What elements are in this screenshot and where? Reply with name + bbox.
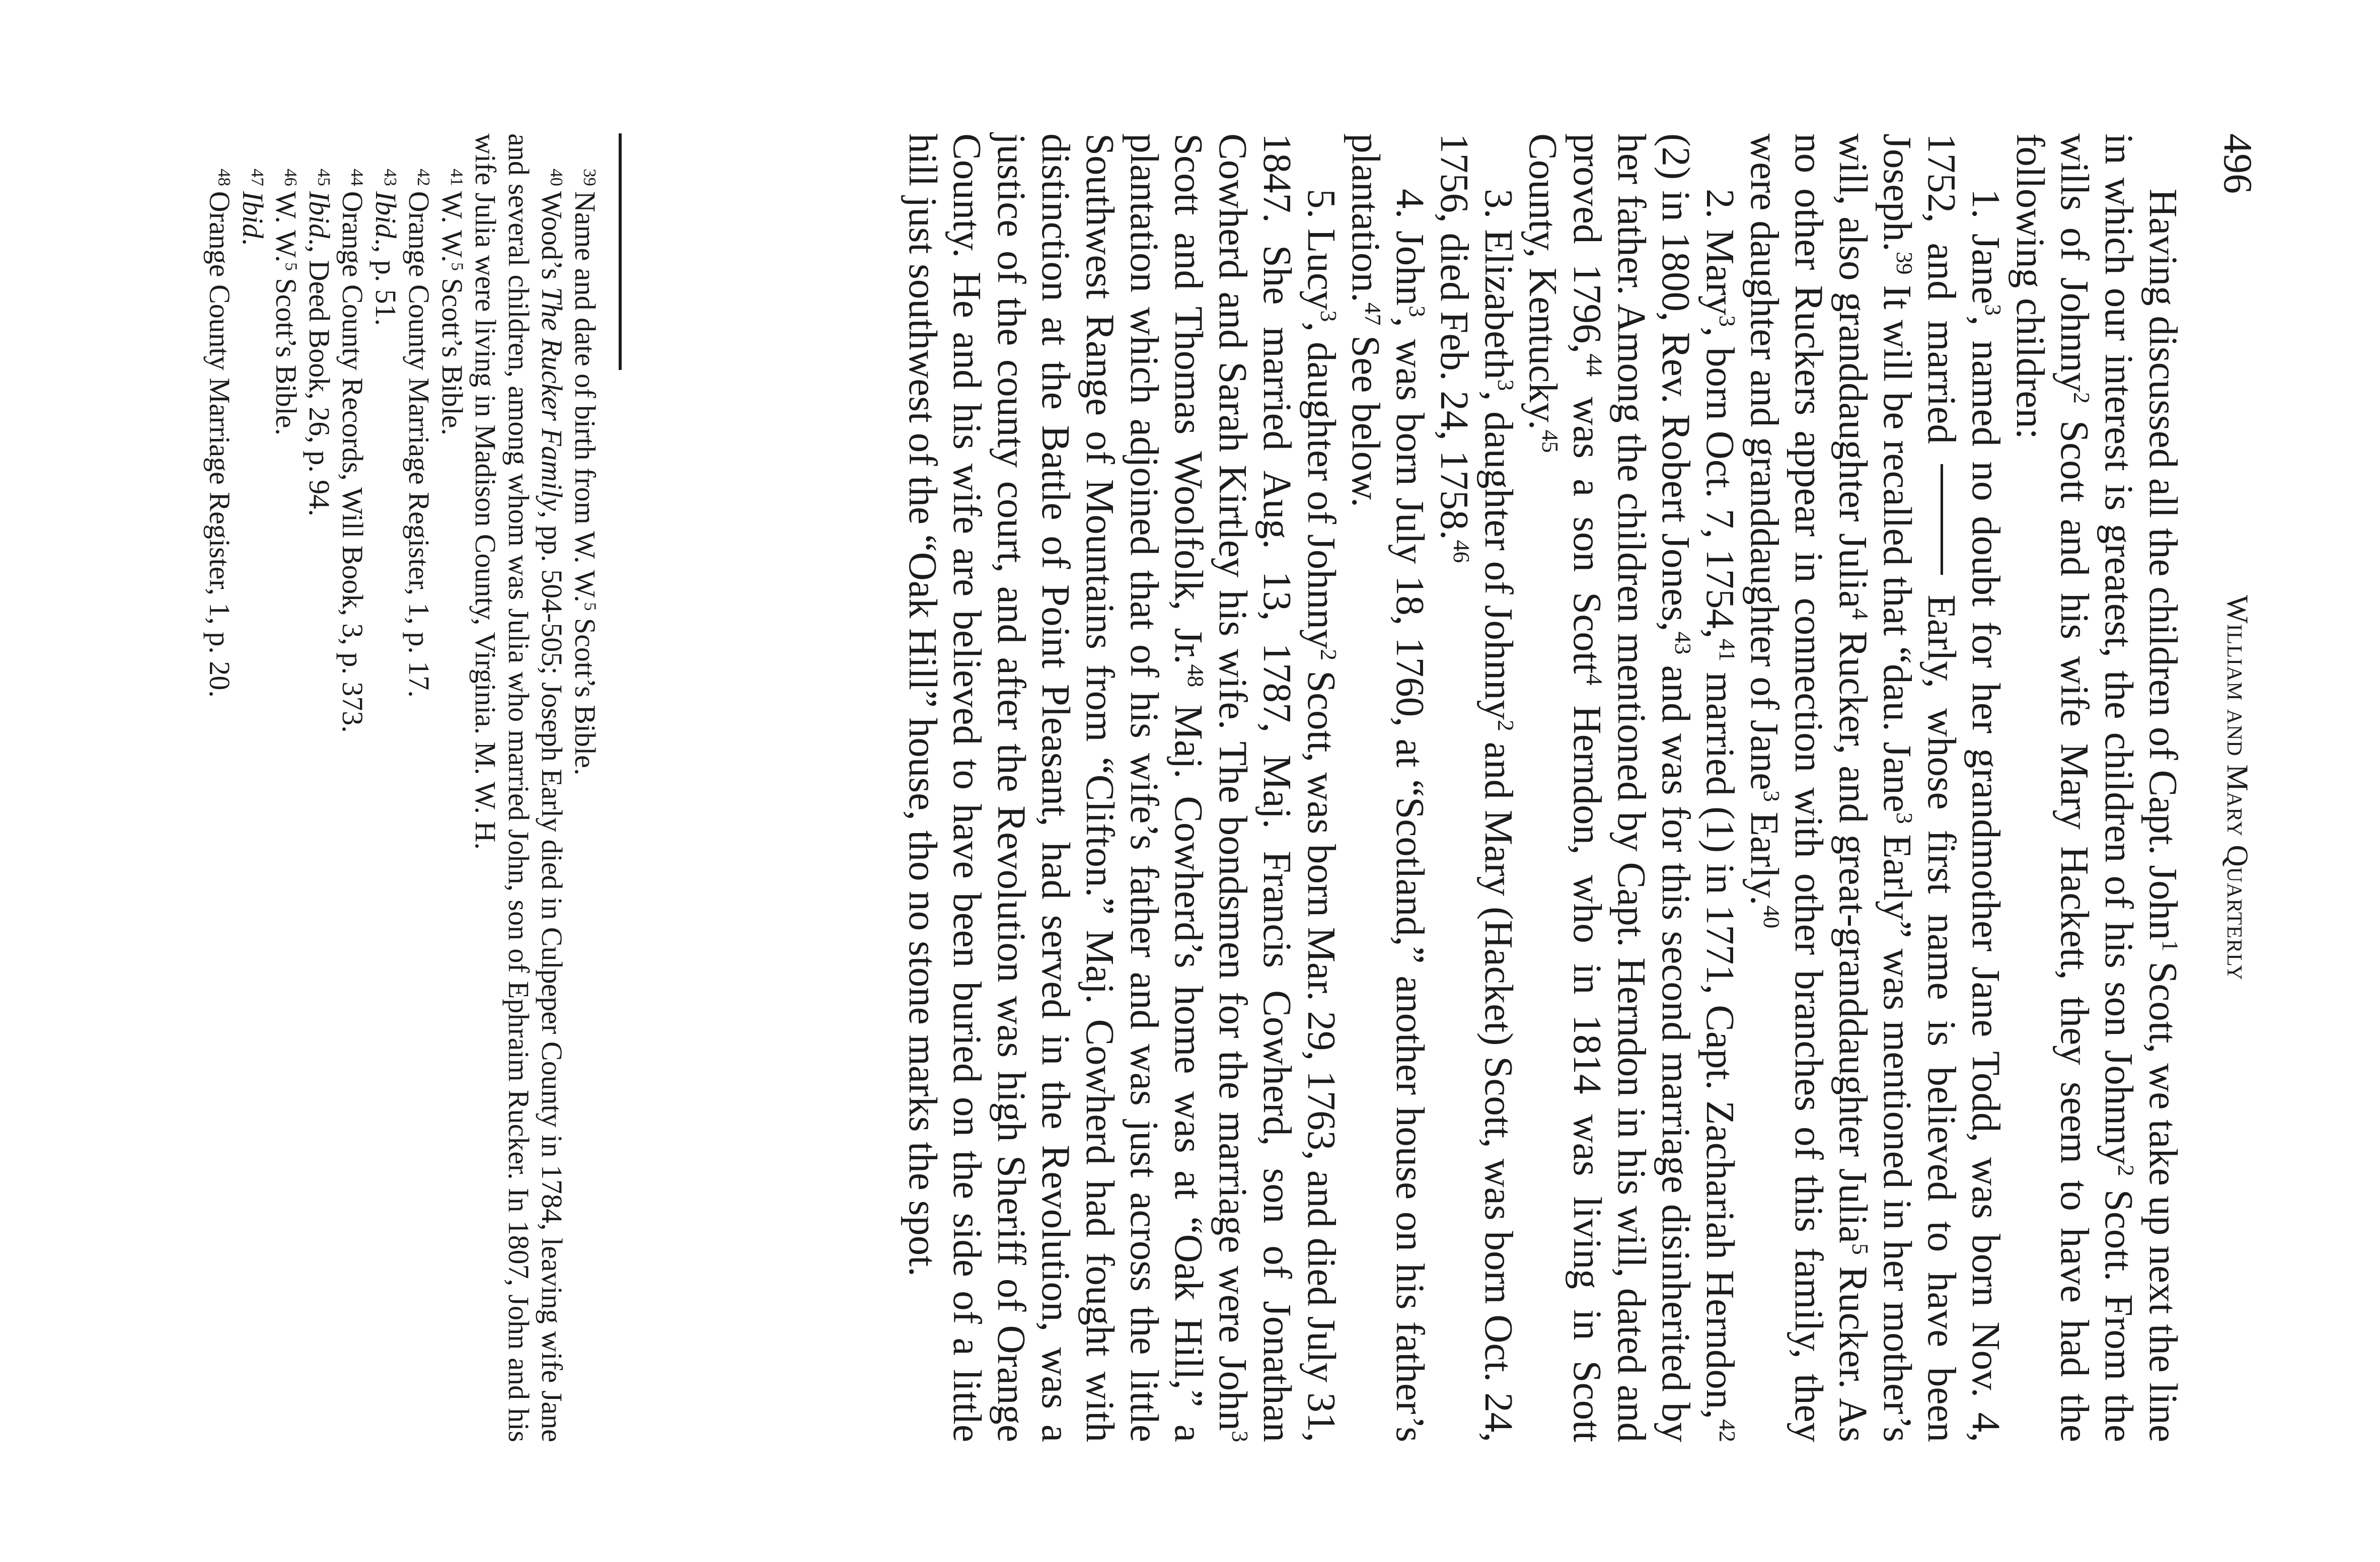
footnote-47: $^{47}$Ibid. [237,169,269,246]
footnote-ref: 40 [1759,905,1785,929]
footnote-44: $^{44}$Orange County Records, Will Book, 3, p. 373. [336,169,369,733]
footnote-ref: 44 [1582,353,1608,377]
rotated-page [96,133,2260,1442]
footnote-48: $^{48}$Orange County Marriage Register, 1, p. 20. [203,169,236,698]
footnote-ref: 39 [1892,251,1918,275]
paragraph-intro: Having discussed all the children of Capt. John$^1$ Scott, we take up next the line in which our interest is greatest, the children of his son Johnny$^2$ Scott. From the wills of Johnny$^2$ Scott and his wife Mary Hackett, they seem to have had the following children: [2008,133,2185,1443]
footnote-ref: 42 [1715,1419,1741,1442]
running-title: William and Mary Quarterly [2221,595,2254,981]
paragraph-john: 4. John$^3$, was born July 18, 1760, at “Scotland,” another house on his father’s plantation.$^{47}$ See below. [1344,133,1432,1442]
body-text [900,133,2185,1442]
footnote-ref: 47 [1360,302,1386,326]
paragraph-mary: 2. Mary$^3$, born Oct. 7, 1754,41 married (1) in 1771, Capt. Zachariah Herndon,$^{42}$ (2) in 1800, Rev. Robert Jones,$^{43}$ and was for this second marriage disinherited by her father. Among the children mentioned by Capt. Herndon in his will, dated and proved 1796,44 was a son Scott$^4$ Herndon, who in 1814 was living in Scott County, Kentucky.$^{45}$ [1521,133,1742,1442]
footnote-46: $^{46}$W. W.$^5$ Scott’s Bible. [270,169,303,435]
footnote-ref: 43 [1670,631,1696,655]
blank-name-line [1941,464,1943,575]
footnotes [203,133,602,1442]
footnote-45: $^{45}$Ibid., Deed Book, 26, p. 94. [303,169,336,516]
footnote-ref: 46 [1449,540,1475,563]
paragraph-lucy: 5. Lucy$^3$, daughter of Johnny$^2$ Scott, was born Mar. 29, 1763, and died July 31, 1847. She married Aug. 13, 1787, Maj. Francis Cowherd, son of Jonathan Cowherd and Sarah Kirtley his wife. The bondsmen for the marriage were John$^3$ Scott and Thomas Woolfolk, Jr.$^{48}$ Maj. Cowherd’s home was at “Oak Hill,” a plantation which adjoined that of his wife’s father and was just across the little Southwest Range of Mountains from “Clifton.” Maj. Cowherd had fought with distinction at the Battle of Point Pleasant, had served in the Revolution, was a justice of the county court, and after the Revolution was high Sheriff of Orange County. He and his wife are believed to have been buried on the side of a little hill just southwest of the “Oak Hill” house, tho no stone marks the spot. [901,133,1343,1442]
page-header [2215,133,2260,1442]
footnote-41: $^{41}$W. W.$^5$ Scott’s Bible. [436,169,469,435]
footnote-43: $^{43}$Ibid., p. 51. [369,169,402,326]
paragraph-jane: 1. Jane$^3$, named no doubt for her grandmother Jane Todd, was born Nov. 4, 1752, and married Early, whose first name is believed to have been Joseph.$^{39}$ It will be recalled that “dau. Jane$^3$ Early” was mentioned in her mother’s will, also granddaughter Julia$^4$ Rucker, and great-granddaughter Julia$^5$ Rucker. As no other Ruckers appear in connection with other branches of this family, they were daughter and granddaughter of Jane$^3$ Early.$^{40}$ [1742,133,2007,1443]
footnote-divider [619,133,622,370]
footnote-ref: 45 [1537,429,1564,453]
page-number: 496 [2215,133,2260,194]
footnote-39: $^{39}$Name and date of birth from W. W.$^5$ Scott’s Bible. [569,169,602,776]
footnote-ref: 48 [1183,664,1209,688]
footnote-ref: 41 [1715,638,1741,662]
footnote-42: $^{42}$Orange County Marriage Register, 1, p. 17. [403,169,435,698]
paragraph-elizabeth: 3. Elizabeth$^3$, daughter of Johnny$^2$ and Mary (Hacket) Scott, was born Oct. 24, 1756, died Feb. 24, 1758.46 [1432,133,1520,1442]
footnote-40: $^{40}$Wood’s The Rucker Family, pp. 504-505; Joseph Early died in Culpeper County in 1784, leaving wife Jane and several children, among whom was Julia who married John, son of Ephraim Rucker. In 1807, John and his wife Julia were living in Madison County, Virginia. M. W. H. [469,133,568,1442]
